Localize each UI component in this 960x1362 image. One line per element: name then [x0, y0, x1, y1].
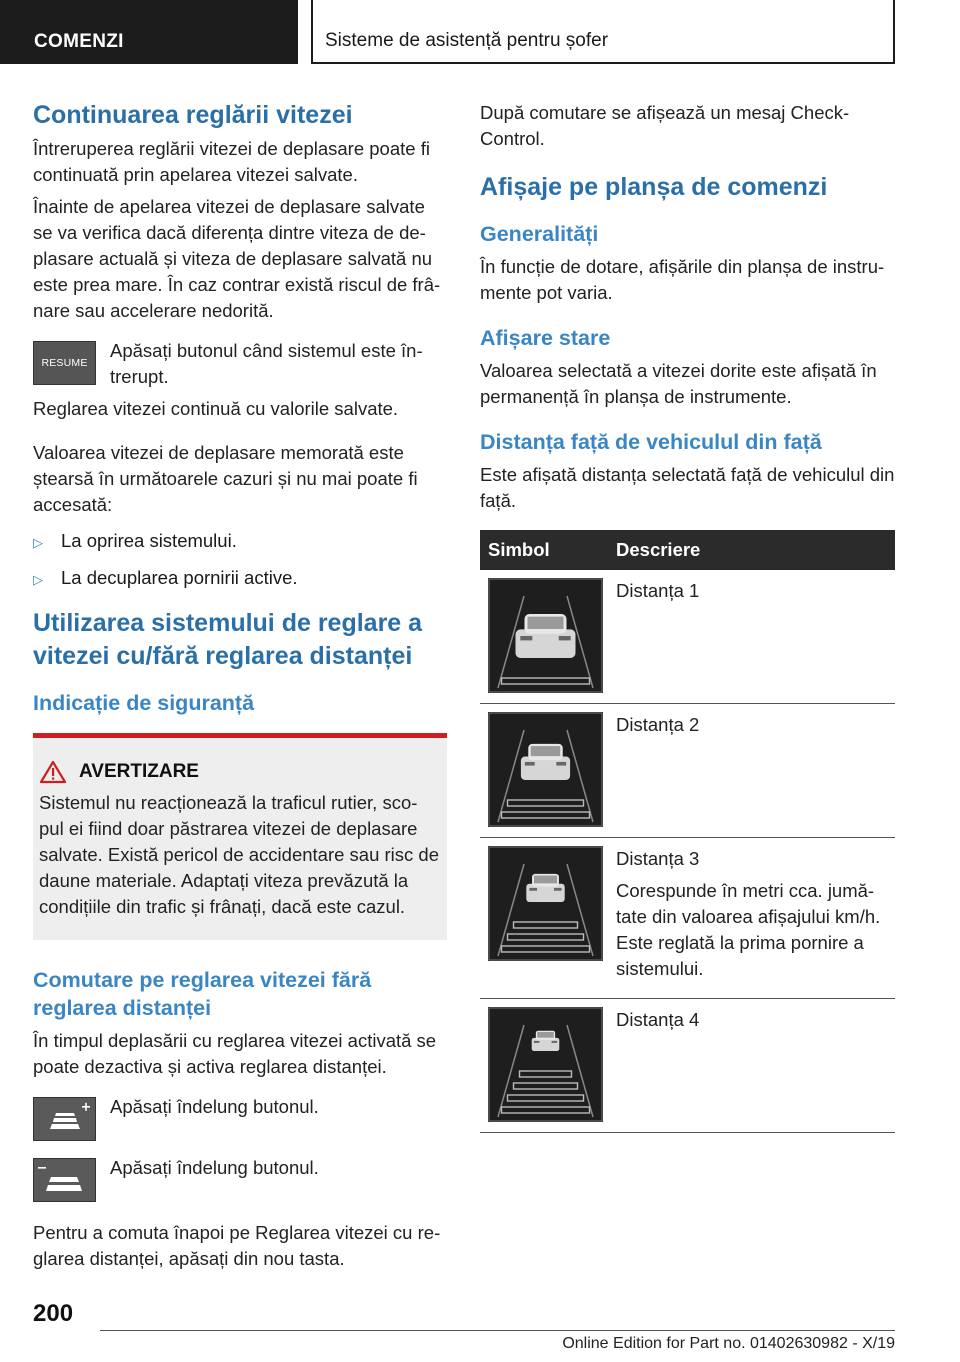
resume-button-icon: RESUME [33, 341, 96, 385]
warning-triangle-icon [39, 760, 67, 784]
distance-plus-button-icon [33, 1097, 96, 1141]
distance-minus-button-icon [33, 1158, 96, 1202]
paragraph: După comutare se afișează un mesaj Check-Control. [480, 102, 850, 149]
heading-safety: Indicație de siguranță [33, 691, 255, 715]
resume-instruction [33, 338, 447, 390]
resume-text: Apăsați butonul când sistemul este în-trerupt. [110, 340, 423, 387]
distance-off-instruction [33, 1155, 447, 1202]
list-item: ▷ La decuplarea pornirii active. [33, 565, 447, 593]
right-column [480, 100, 895, 1133]
list-item: ▷ La oprirea sistemului. [33, 528, 447, 556]
distance-4-icon [488, 1007, 603, 1122]
distance-1-icon [488, 578, 603, 693]
column-header-description: Descriere [608, 530, 895, 570]
warning-title: AVERTIZARE [39, 760, 439, 784]
heading-distance: Distanța față de vehiculul din față [480, 430, 822, 454]
header-chapter: Sisteme de asistență pentru șofer [311, 0, 895, 64]
footer-divider [100, 1330, 895, 1331]
press-long-text: Apăsați îndelung butonul. [110, 1096, 319, 1117]
left-column [33, 100, 447, 1272]
paragraph: Pentru a comuta înapoi pe Reglarea vitezei cu re-glarea distanței, apăsați din nou tasta. [33, 1222, 441, 1269]
page-number: 200 [33, 1300, 74, 1327]
paragraph: În funcție de dotare, afișările din planșa de instru-mente pot varia. [480, 256, 885, 303]
heading-continue: Continuarea reglării vitezei [33, 101, 353, 129]
table-row: Distanța 2 [480, 704, 895, 838]
paragraph: Înainte de apelarea vitezei de deplasare salvate se va verifica dacă diferența dintre viteza de de-plasare actuală și viteza de deplasare salvată nu este prea mare. În caz contrar există riscul de frâ-nare sau accelerare nedorită. [33, 196, 441, 321]
paragraph: Întreruperea reglării vitezei de deplasare poate fi continuată prin apelarea vitezei salvate. [33, 138, 430, 185]
heading-general: Generalități [480, 222, 599, 246]
heading-display: Afișaje pe planșa de comenzi [480, 173, 828, 201]
paragraph: În timpul deplasării cu reglarea vitezei activată se poate dezactiva și activa reglarea distanței. [33, 1030, 437, 1077]
distance-3-icon [488, 846, 603, 961]
warning-box [33, 733, 447, 940]
column-header-symbol: Simbol [480, 530, 608, 570]
table-row: Distanța 1 [480, 570, 895, 704]
header-section: COMENZI [0, 0, 298, 64]
triangle-bullet-icon: ▷ [33, 572, 43, 587]
bullet-list [33, 528, 447, 593]
distance-2-icon [488, 712, 603, 827]
triangle-bullet-icon: ▷ [33, 535, 43, 550]
distance-table [480, 530, 895, 1133]
distance-on-instruction [33, 1094, 447, 1141]
paragraph: Reglarea vitezei continuă cu valorile salvate. [33, 398, 399, 419]
edition-note: Online Edition for Part no. 01402630982 - X/19 [562, 1335, 895, 1352]
paragraph: Este afișată distanța selectată față de vehiculul din față. [480, 464, 895, 511]
paragraph: Valoarea vitezei de deplasare memorată este ștearsă în următoarele cazuri și nu mai poate fi accesată: [33, 442, 418, 515]
heading-use: Utilizarea sistemului de reglare a vitezei cu/fără reglarea distanței [33, 609, 423, 670]
press-long-text: Apăsați îndelung butonul. [110, 1157, 319, 1178]
table-row: Distanța 3 Corespunde în metri cca. jumă-tate din valoarea afișajului km/h. Este reglată la prima pornire a sistemului. [480, 838, 895, 999]
table-row: Distanța 4 [480, 999, 895, 1133]
paragraph: Valoarea selectată a vitezei dorite este afișată în permanență în planșa de instrumente. [480, 360, 877, 407]
warning-text: Sistemul nu reacționează la traficul rutier, sco-pul ei fiind doar păstrarea vitezei de deplasare salvate. Există pericol de accidentare sau risc de daune materiale. Adaptați viteza prevăzută la condițiile din trafic și frânați, dacă este cazul. [39, 792, 440, 917]
heading-status: Afișare stare [480, 326, 611, 350]
heading-switch: Comutare pe reglarea vitezei fără reglarea distanței [33, 968, 372, 1020]
